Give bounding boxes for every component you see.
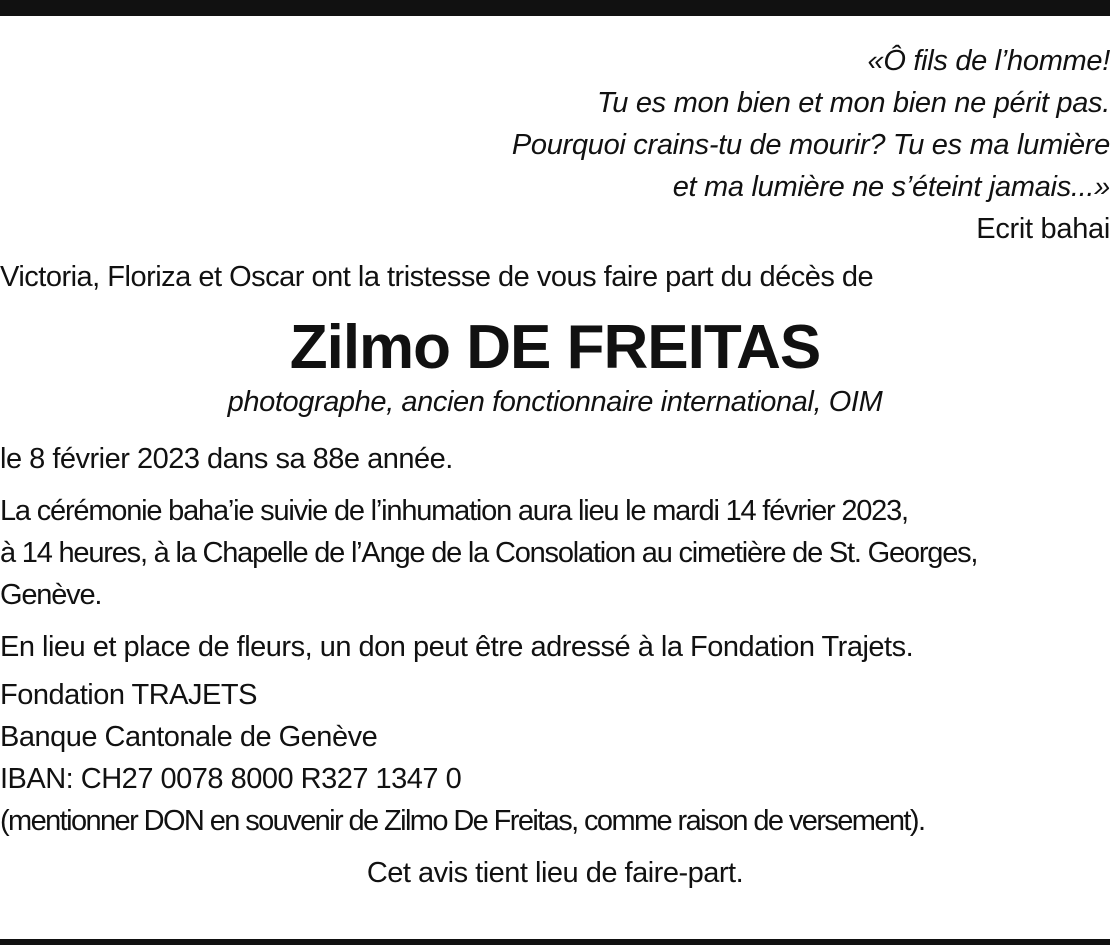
iban-number: IBAN: CH27 0078 8000 R327 1347 0 [0, 763, 462, 795]
announcement-intro: Victoria, Floriza et Oscar ont la tristesse de vous faire part du décès de [0, 261, 874, 293]
ceremony-line: Genève. [0, 579, 102, 611]
ceremony-line: La cérémonie baha’ie suivie de l’inhumation aura lieu le mardi 14 février 2023, [0, 495, 908, 527]
deceased-name: Zilmo DE FREITAS [289, 313, 821, 382]
quote-line: et ma lumière ne s’éteint jamais...» [672, 171, 1110, 203]
ceremony-details [0, 490, 1110, 616]
payment-reference-note: (mentionner DON en souvenir de Zilmo De Freitas, comme raison de versement). [0, 805, 925, 837]
donation-note: En lieu et place de fleurs, un don peut être adressé à la Fondation Trajets. [0, 631, 914, 663]
epigraph-quote [0, 40, 1110, 208]
obituary-notice [0, 40, 1110, 894]
foundation-name: Fondation TRAJETS [0, 679, 257, 711]
quote-line: «Ô fils de l’homme! [867, 45, 1110, 77]
ceremony-line: à 14 heures, à la Chapelle de l’Ange de la Consolation au cimetière de St. Georges, [0, 537, 978, 569]
top-border-rule [0, 0, 1110, 16]
bottom-border-rule [0, 939, 1110, 945]
quote-line: Pourquoi crains-tu de mourir? Tu es ma lumière [511, 129, 1110, 161]
closing-note: Cet avis tient lieu de faire-part. [366, 857, 744, 889]
bank-name: Banque Cantonale de Genève [0, 721, 378, 753]
deceased-description: photographe, ancien fonctionnaire international, OIM [227, 386, 883, 418]
quote-source: Ecrit bahai [976, 213, 1110, 245]
bank-details [0, 674, 1110, 842]
quote-line: Tu es mon bien et mon bien ne périt pas. [597, 87, 1110, 119]
death-date: le 8 février 2023 dans sa 88e année. [0, 443, 453, 475]
